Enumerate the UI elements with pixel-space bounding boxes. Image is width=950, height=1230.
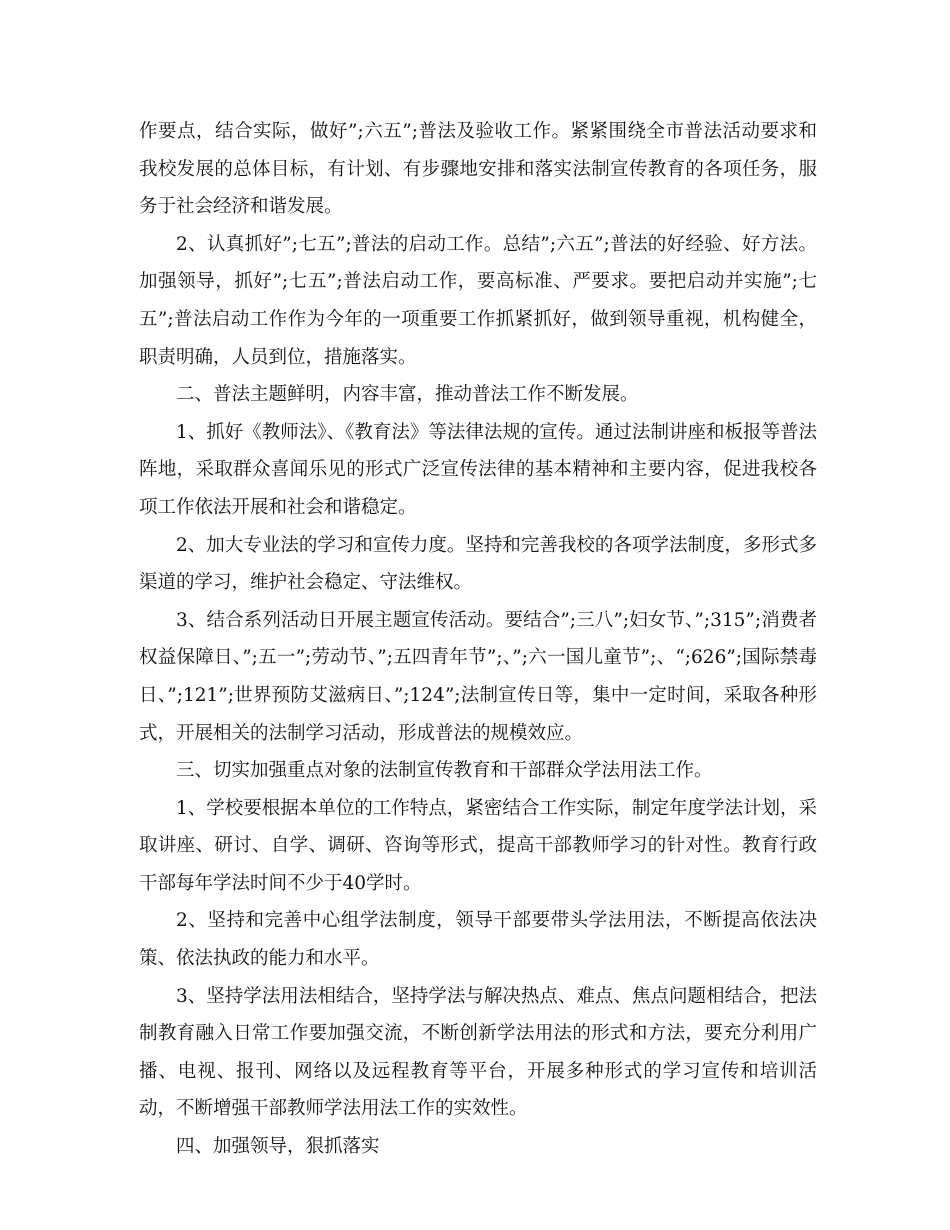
paragraph-3: 1、抓好《教师法》、《教育法》等法律法规的宣传。通过法制讲座和板报等普法阵地，采取群众喜闻乐见的形式广泛宣传法律的基本精神和主要内容，促进我校各项工作依法开展和社会和谐稳定。 (139, 421, 817, 518)
paragraph-6: 1、学校要根据本单位的工作特点，紧密结合工作实际，制定年度学法计划，采取讲座、研讨、自学、调研、咨询等形式，提高干部教师学习的针对性。教育行政干部每年学法时间不少于40学时。 (139, 797, 817, 894)
section-heading-2: 二、普法主题鲜明，内容丰富，推动普法工作不断发展。 (176, 384, 639, 406)
document-body (139, 113, 817, 1166)
paragraph-4: 2、加大专业法的学习和宣传力度。坚持和完善我校的各项学法制度，多形式多渠道的学习，维护社会稳定、守法维权。 (139, 534, 817, 594)
paragraph-8: 3、坚持学法用法相结合，坚持学法与解决热点、难点、焦点问题相结合，把法制教育融入日常工作要加强交流，不断创新学法用法的形式和方法，要充分利用广播、电视、报刊、网络以及远程教育等平台，开展多种形式的学习宣传和培训活动，不断增强干部教师学法用法工作的实效性。 (139, 985, 817, 1120)
paragraph-5: 3、结合系列活动日开展主题宣传活动。要结合”;三八”;妇女节、”;315”;消费者权益保障日、”;五一”;劳动节、”;五四青年节”;、”;六一国儿童节”;、“;626”;国际禁毒日、”;121”;世界预防艾滋病日、”;124”;法制宣传日等，集中一定时间，采取各种形式，开展相关的法制学习活动，形成普法的规模效应。 (139, 609, 817, 744)
paragraph-7: 2、坚持和完善中心组学法制度，领导干部要带头学法用法，不断提高依法决策、依法执政的能力和水平。 (139, 910, 817, 970)
section-heading-4: 四、加强领导，狠抓落实 (176, 1136, 380, 1158)
paragraph-1: 作要点，结合实际，做好”;六五”;普法及验收工作。紧紧围绕全市普法活动要求和我校发展的总体目标，有计划、有步骤地安排和落实法制宣传教育的各项任务，服务于社会经济和谐发展。 (139, 121, 817, 218)
paragraph-2: 2、认真抓好”;七五”;普法的启动工作。总结”;六五”;普法的好经验、好方法。加强领导，抓好”;七五”;普法启动工作，要高标准、严要求。要把启动并实施”;七五”;普法启动工作作为今年的一项重要工作抓紧抓好，做到领导重视，机构健全，职责明确，人员到位，措施落实。 (139, 233, 817, 368)
section-heading-3: 三、切实加强重点对象的法制宣传教育和干部群众学法用法工作。 (176, 760, 713, 782)
